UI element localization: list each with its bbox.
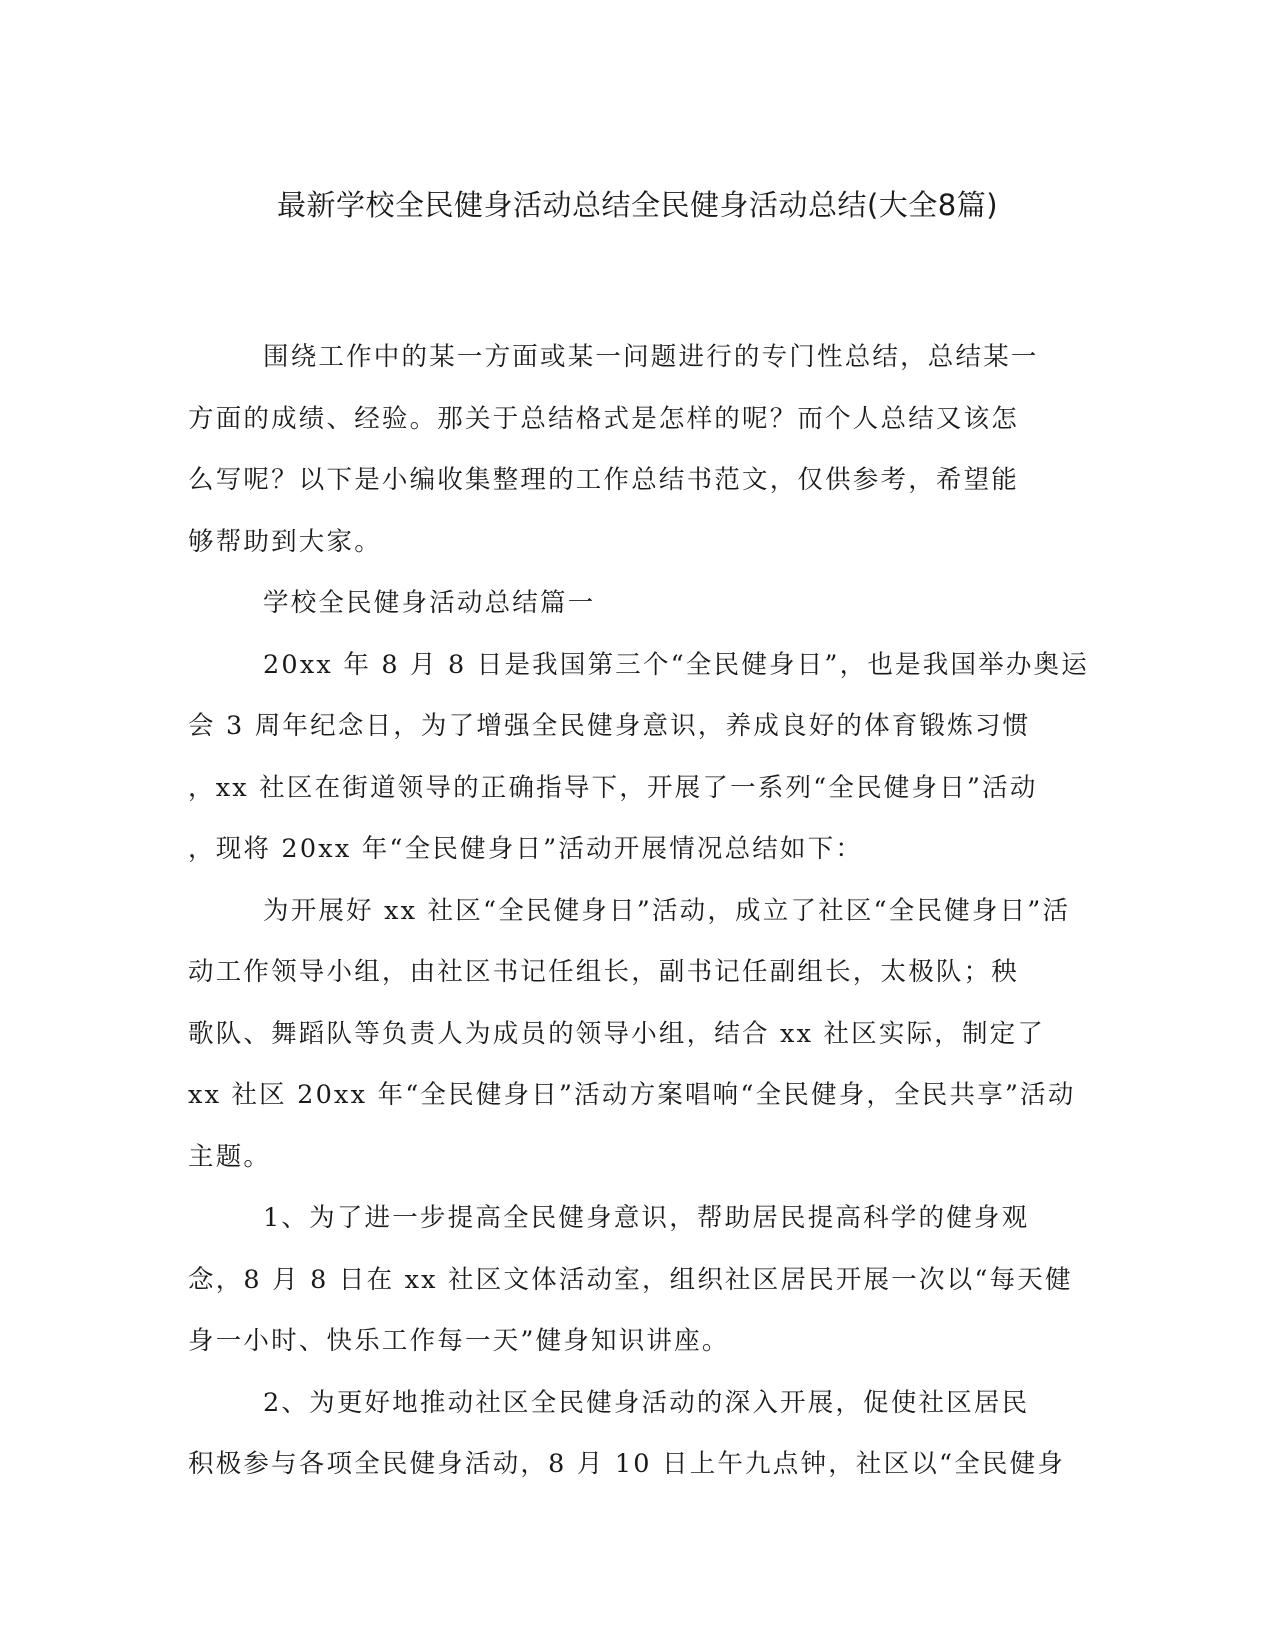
body-line: 20xx 年 8 月 8 日是我国第三个“全民健身日”，也是我国举办奥运 [263, 649, 1089, 680]
section-heading: 学校全民健身活动总结篇一 [263, 588, 596, 618]
body-line: 会 3 周年纪念日，为了增强全民健身意识，养成良好的体育锻炼习惯 [188, 711, 1031, 741]
body-line: ，xx 社区在街道领导的正确指导下，开展了一系列“全民健身日”活动 [188, 772, 1038, 803]
body-line: 动工作领导小组，由社区书记任组长，副书记任副组长，太极队；秧 [188, 957, 1020, 987]
body-line: 身一小时、快乐工作每一天”健身知识讲座。 [188, 1326, 730, 1356]
body-line: 歌队、舞蹈队等负责人为成员的领导小组，结合 xx 社区实际，制定了 [188, 1018, 1046, 1049]
body-line: 1、为了进一步提高全民健身意识，帮助居民提高科学的健身观 [263, 1203, 1030, 1233]
body-line: ，现将 20xx 年“全民健身日”活动开展情况总结如下： [188, 834, 864, 864]
body-line: 够帮助到大家。 [188, 526, 382, 557]
document-body [188, 327, 1088, 1496]
body-line: 2、为更好地推动社区全民健身活动的深入开展，促使社区居民 [263, 1387, 1030, 1418]
body-line: 主题。 [188, 1141, 272, 1172]
body-line: 方面的成绩、经验。那关于总结格式是怎样的呢？而个人总结又该怎 [188, 403, 1020, 434]
document-title: 最新学校全民健身活动总结全民健身活动总结(大全8篇) [276, 188, 999, 222]
body-line: 念，8 月 8 日在 xx 社区文体活动室，组织社区居民开展一次以“每天健 [188, 1264, 1073, 1295]
body-line: 围绕工作中的某一方面或某一问题进行的专门性总结，总结某一 [263, 342, 1039, 372]
body-line: 积极参与各项全民健身活动，8 月 10 日上午九点钟，社区以“全民健身 [188, 1449, 1066, 1479]
body-line: 为开展好 xx 社区“全民健身日”活动，成立了社区“全民健身日”活 [263, 895, 1071, 926]
body-line: 么写呢？以下是小编收集整理的工作总结书范文，仅供参考，希望能 [188, 465, 1020, 495]
body-line: xx 社区 20xx 年“全民健身日”活动方案唱响“全民健身，全民共享”活动 [188, 1080, 1076, 1110]
